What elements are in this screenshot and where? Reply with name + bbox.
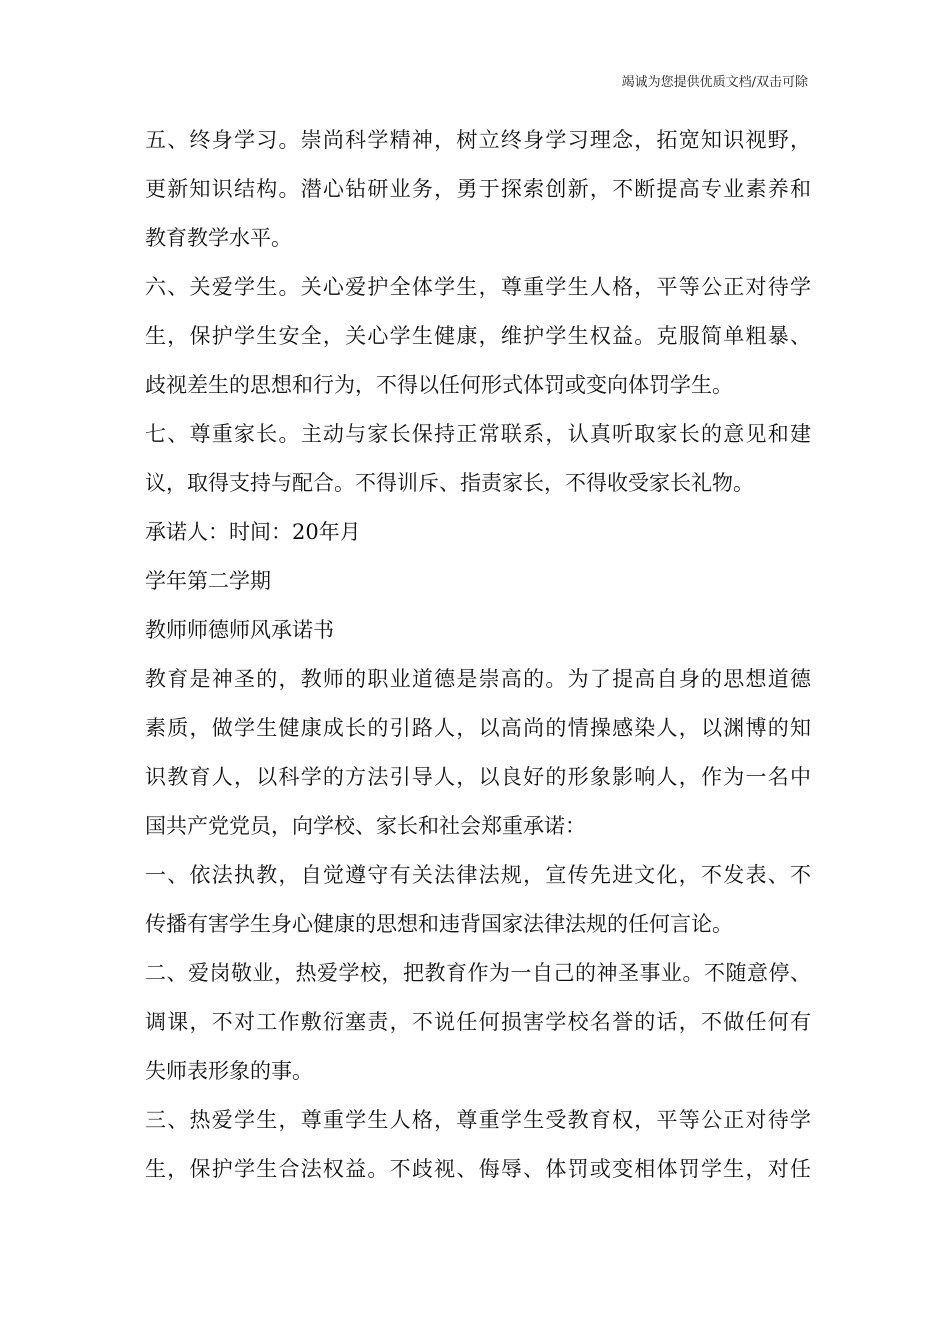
text-line: 歧视差生的思想和行为，不得以任何形式体罚或变向体罚学生。 [145,373,733,397]
text-line: 失师表形象的事。 [145,1059,313,1083]
text-line: 七、尊重家长。主动与家长保持正常联系，认真听取家长的意见和建 [145,422,811,446]
text-line: 传播有害学生身心健康的思想和违背国家法律法规的任何言论。 [145,912,733,936]
text-line: 生，保护学生安全，关心学生健康，维护学生权益。克服简单粗暴、 [145,324,811,348]
text-line: 调课，不对工作敷衍塞责，不说任何损害学校名誉的话，不做任何有 [145,1010,811,1034]
text-line: 更新知识结构。潜心钻研业务，勇于探索创新，不断提高专业素养和 [145,177,811,201]
text-line: 二、爱岗敬业，热爱学校，把教育作为一自己的神圣事业。不随意停、 [145,961,811,985]
text-line: 承诺人：时间：20年月 [145,520,361,544]
text-line: 教育教学水平。 [145,226,292,250]
text-line: 教育是神圣的，教师的职业道德是崇高的。为了提高自身的思想道德 [145,667,811,691]
document-title: 教师师德师风承诺书 [145,618,334,642]
text-line: 六、关爱学生。关心爱护全体学生，尊重学生人格，平等公正对待学 [145,275,811,299]
text-line: 议，取得支持与配合。不得训斥、指责家长，不得收受家长礼物。 [145,471,754,495]
text-line: 识教育人，以科学的方法引导人，以良好的形象影响人，作为一名中 [145,765,811,789]
header-note: 竭诚为您提供优质文档/双击可除 [621,75,808,90]
document-body [145,116,811,1194]
text-line: 素质，做学生健康成长的引路人，以高尚的情操感染人，以渊博的知 [145,716,811,740]
text-line: 一、依法执教，自觉遵守有关法律法规，宣传先进文化，不发表、不 [145,863,811,887]
text-line: 学年第二学期 [145,569,271,593]
text-line: 五、终身学习。崇尚科学精神，树立终身学习理念，拓宽知识视野， [145,128,811,152]
text-line: 三、热爱学生，尊重学生人格，尊重学生受教育权，平等公正对待学 [145,1108,811,1132]
text-line: 国共产党党员，向学校、家长和社会郑重承诺： [145,814,586,838]
text-line: 生，保护学生合法权益。不歧视、侮辱、体罚或变相体罚学生，对任 [145,1157,811,1181]
